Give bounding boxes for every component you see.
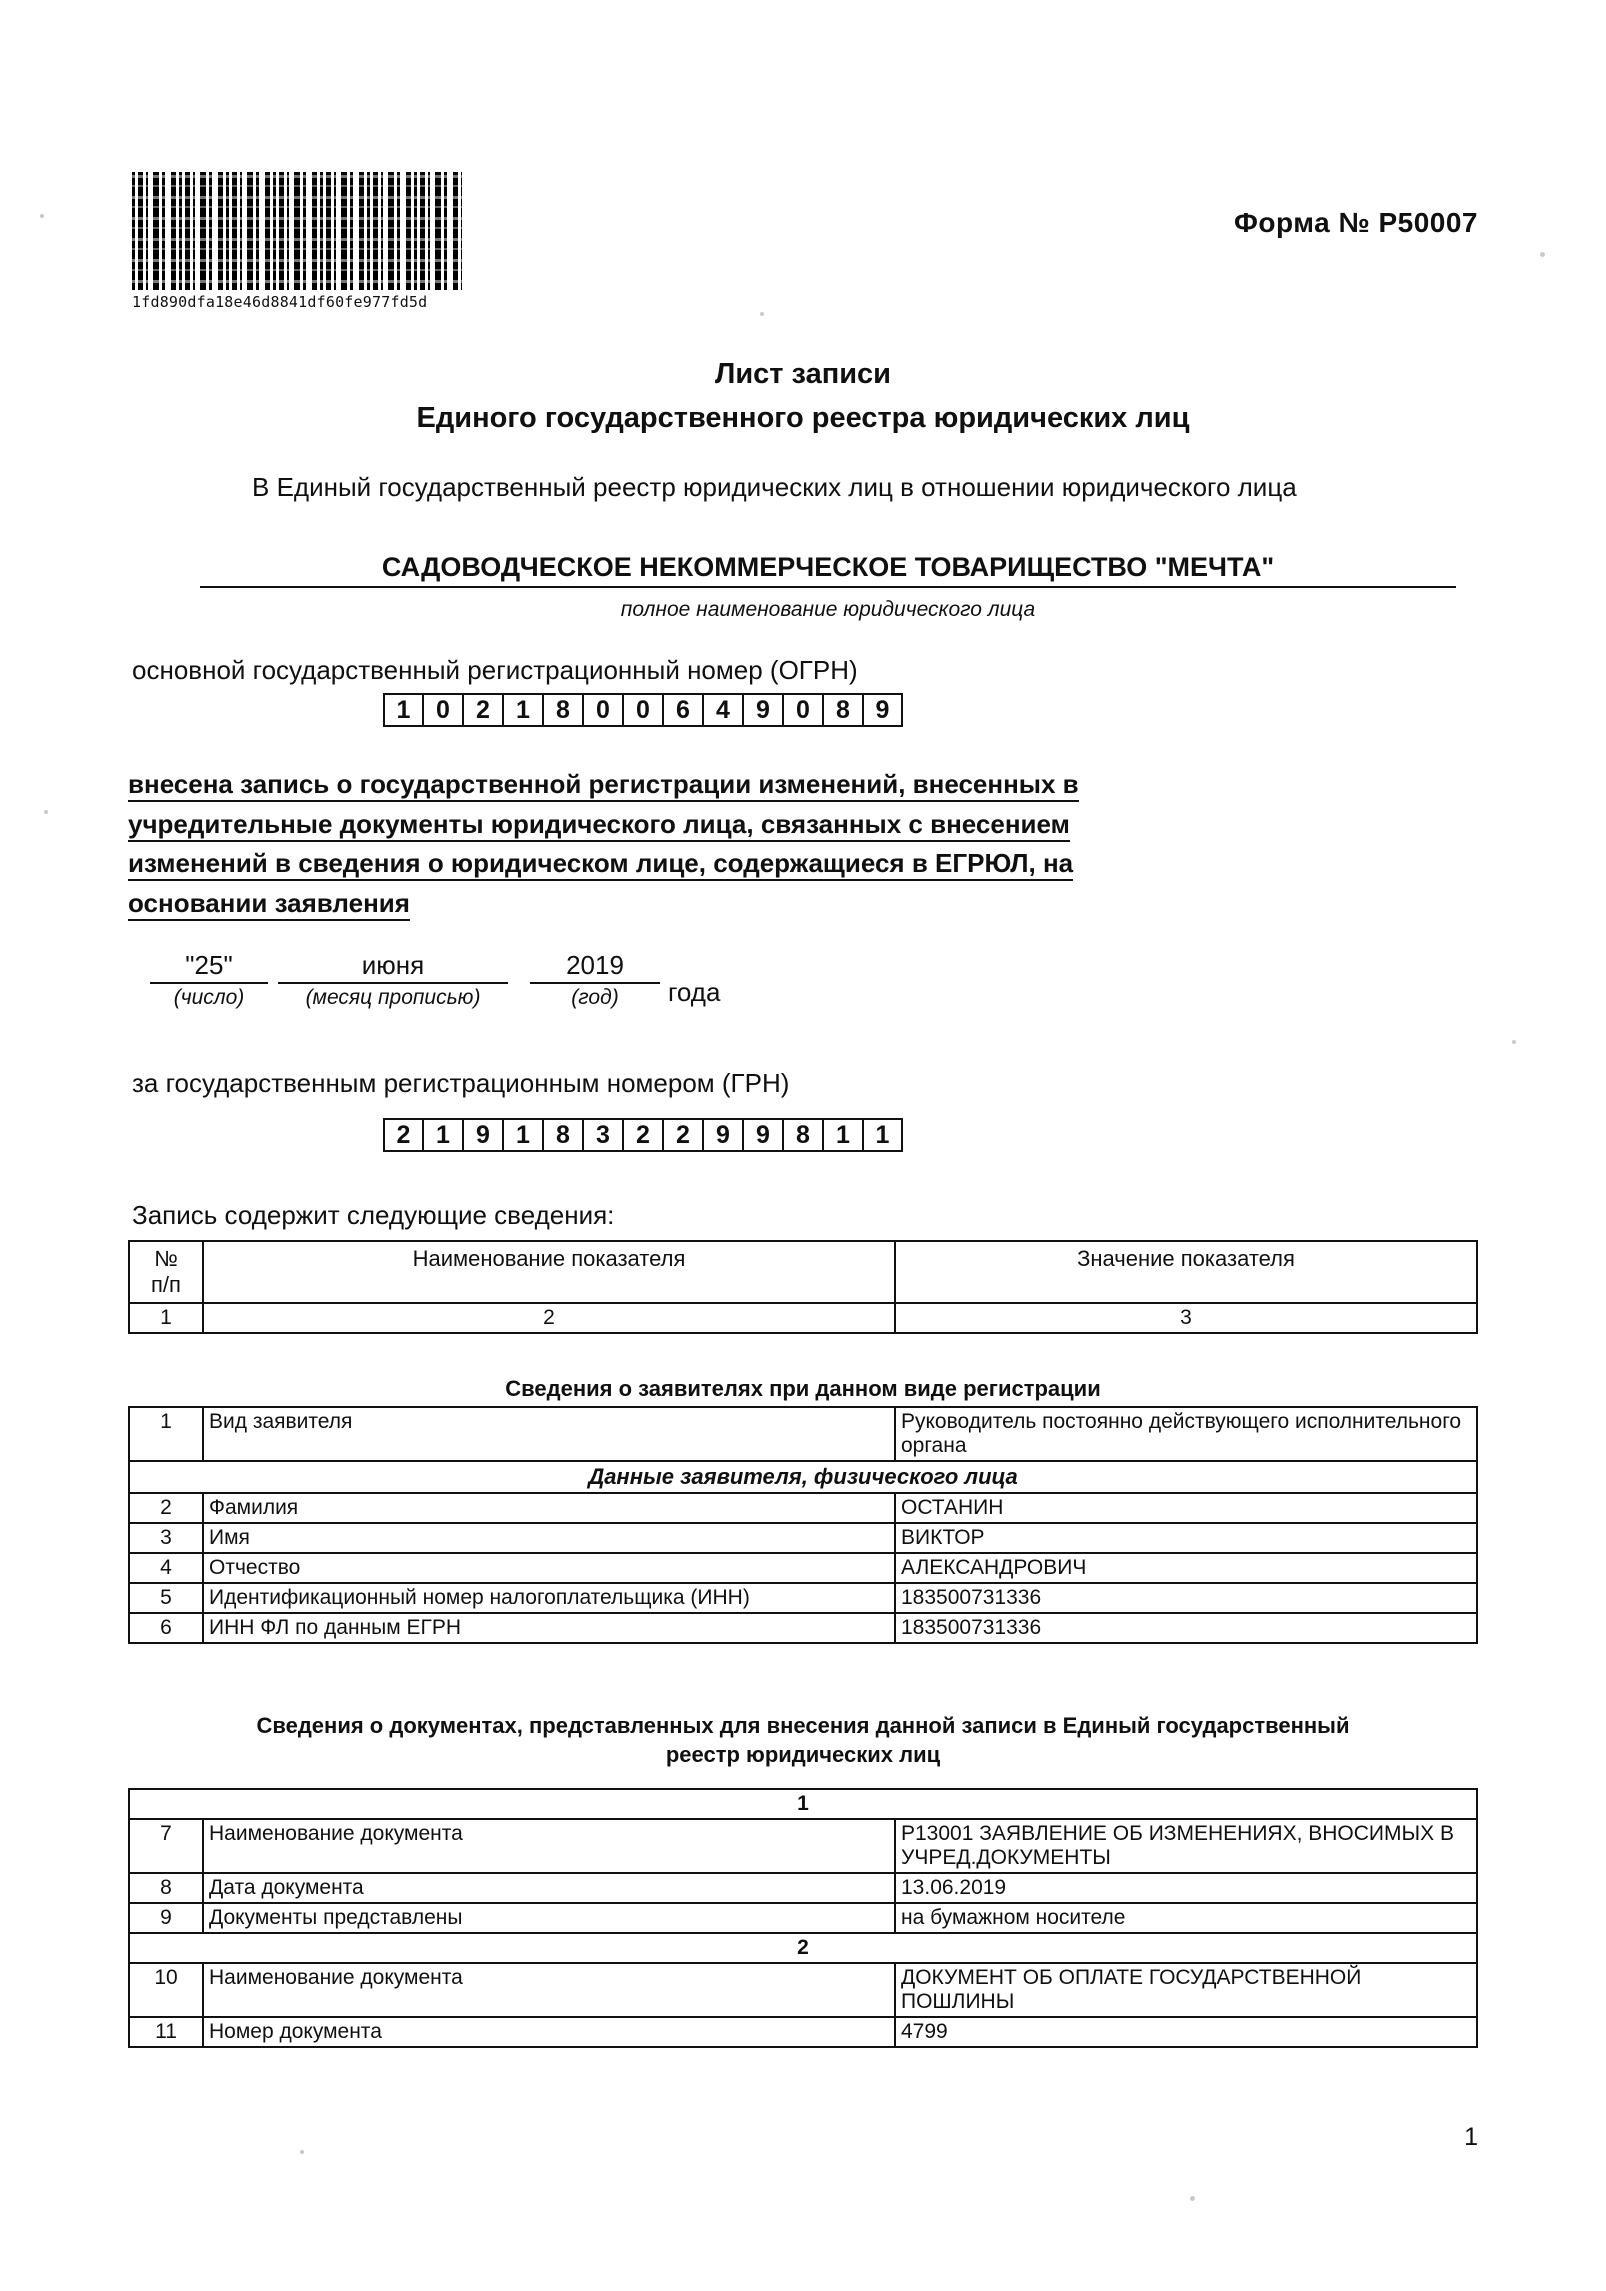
- document-group-2-label: 2: [129, 1933, 1477, 1963]
- row-name: Документы представлены: [203, 1903, 895, 1933]
- date-day: [150, 950, 268, 1010]
- row-value: ВИКТОР: [895, 1523, 1477, 1553]
- organization-name: САДОВОДЧЕСКОЕ НЕКОММЕРЧЕСКОЕ ТОВАРИЩЕСТВО "МЕЧТА": [200, 552, 1456, 588]
- date-month-caption: (месяц прописью): [305, 986, 481, 1009]
- row-value: 4799: [895, 2017, 1477, 2047]
- barcode-block: [132, 172, 462, 311]
- table-row: [129, 1613, 1477, 1643]
- grn-digit: 9: [703, 1118, 743, 1152]
- table-row: [129, 2017, 1477, 2047]
- barcode-code: 1fd890dfa18e46d8841df60fe977fd5d: [132, 293, 428, 311]
- grn-digit: 1: [503, 1118, 543, 1152]
- ogrn-digit: 0: [423, 693, 463, 727]
- grn-digit: 2: [383, 1118, 423, 1152]
- date-year-caption: (год): [571, 986, 619, 1009]
- ogrn-digit: 8: [543, 693, 583, 727]
- ogrn-digit: 8: [823, 693, 863, 727]
- col-header-num-line1: №: [154, 1246, 178, 1271]
- date-year: [530, 950, 660, 1010]
- grn-digit: 9: [743, 1118, 783, 1152]
- row-number: 10: [129, 1963, 203, 2017]
- row-name: Дата документа: [203, 1873, 895, 1903]
- intro-paragraph: В Единый государственный реестр юридических лиц в отношении юридического лица: [252, 472, 1297, 502]
- col-header-value: Значение показателя: [895, 1241, 1477, 1303]
- table-row: [129, 1493, 1477, 1523]
- table-row: [129, 1903, 1477, 1933]
- date-day-caption: (число): [173, 986, 245, 1009]
- ogrn-digits: [383, 693, 903, 727]
- col-header-num: [129, 1241, 203, 1303]
- row-name: Номер документа: [203, 2017, 895, 2047]
- col-index-1: 1: [129, 1303, 203, 1333]
- ogrn-digit: 2: [463, 693, 503, 727]
- col-index-3: 3: [895, 1303, 1477, 1333]
- ogrn-digit: 0: [783, 693, 823, 727]
- grn-digit: 1: [863, 1118, 903, 1152]
- document-group-1-label: 1: [129, 1789, 1477, 1819]
- applicant-table: [128, 1406, 1478, 1644]
- barcode-icon: [132, 172, 462, 290]
- row-name: Отчество: [203, 1553, 895, 1583]
- grn-label: за государственным регистрационным номером (ГРН): [132, 1068, 790, 1098]
- row-value: Р13001 ЗАЯВЛЕНИЕ ОБ ИЗМЕНЕНИЯХ, ВНОСИМЫХ В УЧРЕД.ДОКУМЕНТЫ: [895, 1819, 1477, 1873]
- row-number: 11: [129, 2017, 203, 2047]
- row-value: АЛЕКСАНДРОВИЧ: [895, 1553, 1477, 1583]
- statement-line-3: изменений в сведения о юридическом лице, содержащиеся в ЕГРЮЛ, на: [128, 848, 1073, 881]
- row-value: на бумажном носителе: [895, 1903, 1477, 1933]
- row-number: 9: [129, 1903, 203, 1933]
- table-subheader-row: [129, 1461, 1477, 1493]
- registration-date-block: [150, 950, 720, 1010]
- organization-name-caption: полное наименование юридического лица: [620, 598, 1036, 621]
- grn-digit: 2: [663, 1118, 703, 1152]
- grn-digit: 3: [583, 1118, 623, 1152]
- row-value: 13.06.2019: [895, 1873, 1477, 1903]
- record-header-table: [128, 1240, 1478, 1334]
- table-group-row: [129, 1789, 1477, 1819]
- table-row: [129, 1873, 1477, 1903]
- grn-digit: 8: [783, 1118, 823, 1152]
- ogrn-digit: 0: [583, 693, 623, 727]
- ogrn-digit: 1: [503, 693, 543, 727]
- ogrn-digit: 6: [663, 693, 703, 727]
- documents-section-title-line1: Сведения о документах, представленных для внесения данной записи в Единый государственный: [256, 1713, 1350, 1738]
- row-number: 8: [129, 1873, 203, 1903]
- table-row: [129, 1583, 1477, 1613]
- col-header-num-line2: п/п: [151, 1272, 181, 1297]
- scan-speck: [300, 2150, 304, 2154]
- grn-digit: 2: [623, 1118, 663, 1152]
- table-row: [129, 1553, 1477, 1583]
- row-name: Идентификационный номер налогоплательщика (ИНН): [203, 1583, 895, 1613]
- ogrn-digit: 9: [863, 693, 903, 727]
- scan-speck: [1190, 2196, 1195, 2201]
- applicant-section-title: Сведения о заявителях при данном виде регистрации: [505, 1376, 1101, 1401]
- page-title-line1: Лист записи: [714, 358, 892, 390]
- date-month-value: июня: [278, 950, 508, 984]
- row-number: 7: [129, 1819, 203, 1873]
- row-number: 6: [129, 1613, 203, 1643]
- row-number: 4: [129, 1553, 203, 1583]
- row-name: Фамилия: [203, 1493, 895, 1523]
- ogrn-digit: 4: [703, 693, 743, 727]
- table-row: [129, 1819, 1477, 1873]
- table-row: [129, 1407, 1477, 1461]
- date-day-value: "25": [150, 950, 268, 984]
- grn-digit: 8: [543, 1118, 583, 1152]
- form-number: Форма № Р50007: [1234, 207, 1478, 238]
- col-header-name: Наименование показателя: [203, 1241, 895, 1303]
- scan-speck: [44, 810, 48, 814]
- grn-digit: 1: [423, 1118, 463, 1152]
- grn-digit: 1: [823, 1118, 863, 1152]
- statement-line-2: учредительные документы юридического лица, связанных с внесением: [128, 809, 1070, 842]
- ogrn-digit: 0: [623, 693, 663, 727]
- row-number: 2: [129, 1493, 203, 1523]
- date-goda-label: года: [668, 977, 721, 1007]
- applicant-subheader: Данные заявителя, физического лица: [129, 1461, 1477, 1493]
- ogrn-digit: 1: [383, 693, 423, 727]
- documents-section-title-line2: реестр юридических лиц: [665, 1741, 941, 1767]
- row-number: 3: [129, 1523, 203, 1553]
- row-name: Имя: [203, 1523, 895, 1553]
- statement-line-4: основании заявления: [128, 888, 410, 921]
- scan-speck: [1512, 1040, 1516, 1044]
- registration-statement: [128, 765, 1478, 923]
- grn-digit: 9: [463, 1118, 503, 1152]
- documents-table: [128, 1788, 1478, 2048]
- date-year-value: 2019: [530, 950, 660, 984]
- ogrn-digit: 9: [743, 693, 783, 727]
- statement-line-1: внесена запись о государственной регистрации изменений, внесенных в: [128, 769, 1079, 802]
- row-name: Наименование документа: [203, 1819, 895, 1873]
- table-group-row: [129, 1933, 1477, 1963]
- grn-digits: [383, 1118, 903, 1152]
- row-value: 183500731336: [895, 1583, 1477, 1613]
- table-row: [129, 1523, 1477, 1553]
- record-contains-label: Запись содержит следующие сведения:: [132, 1200, 615, 1230]
- row-name: Вид заявителя: [203, 1407, 895, 1461]
- row-number: 5: [129, 1583, 203, 1613]
- row-value: ДОКУМЕНТ ОБ ОПЛАТЕ ГОСУДАРСТВЕННОЙ ПОШЛИНЫ: [895, 1963, 1477, 2017]
- row-value: 183500731336: [895, 1613, 1477, 1643]
- document-header: [0, 172, 1606, 322]
- col-index-2: 2: [203, 1303, 895, 1333]
- page-title-line2: Единого государственного реестра юридических лиц: [416, 402, 1190, 434]
- page-number: 1: [1464, 2123, 1478, 2151]
- ogrn-label: основной государственный регистрационный номер (ОГРН): [132, 655, 858, 685]
- row-name: Наименование документа: [203, 1963, 895, 2017]
- documents-section-title: [128, 1712, 1478, 1769]
- row-number: 1: [129, 1407, 203, 1461]
- date-month: [278, 950, 508, 1010]
- table-row: [129, 1963, 1477, 2017]
- row-name: ИНН ФЛ по данным ЕГРН: [203, 1613, 895, 1643]
- row-value: Руководитель постоянно действующего исполнительного органа: [895, 1407, 1477, 1461]
- row-value: ОСТАНИН: [895, 1493, 1477, 1523]
